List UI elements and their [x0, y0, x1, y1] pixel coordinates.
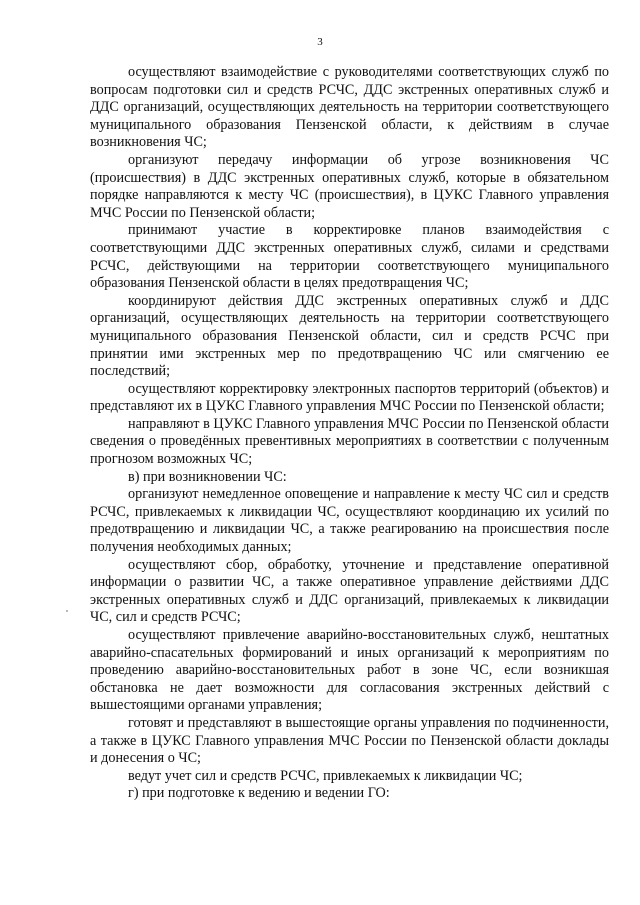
document-body	[90, 64, 609, 803]
paragraph-alerting: организуют немедленное оповещение и направление к месту ЧС сил и средств РСЧС, привлекаемых к ликвидации ЧС, осуществляют координацию их усилий по предотвращению и ликвидации ЧС, а также реагированию на происшествия после получения необходимых данных;	[90, 486, 609, 556]
paragraph-passports: осуществляют корректировку электронных паспортов территорий (объектов) и представляют их в ЦУКС Главного управления МЧС России по Пензенской области;	[90, 380, 609, 415]
paragraph-plan-correction: принимают участие в корректировке планов взаимодействия с соответствующими ДДС экстренных оперативных служб, силами и средствами РСЧС, действующими на территории соответствующего муниципального образования Пензенской области в целях предотвращения ЧС;	[90, 222, 609, 292]
section-heading-emergency: в) при возникновении ЧС:	[128, 468, 287, 485]
scan-speck	[66, 610, 68, 612]
paragraph-coordinate-actions: координируют действия ДДС экстренных оперативных служб и ДДС организаций, осуществляющих деятельность на территории соответствующего муниципального образования Пензенской области, сил и средств РСЧС при принятии ими экстренных мер по предотвращению ЧС или смягчению ее последствий;	[90, 292, 609, 380]
paragraph-preventive-measures: направляют в ЦУКС Главного управления МЧС России по Пензенской области сведения о проведённых превентивных мероприятиях в соответствии с полученным прогнозом возможных ЧС;	[90, 415, 609, 468]
page-number: 3	[317, 36, 323, 48]
paragraph-info-collection: осуществляют сбор, обработку, уточнение и представление оперативной информации о развитии ЧС, а также оперативное управление действиями ДДС экстренных оперативных служб и ДДС организаций, привлекаемых к ликвидации ЧС, сил и средств РСЧС;	[90, 556, 609, 626]
paragraph-reports: готовят и представляют в вышестоящие органы управления по подчиненности, а также в ЦУКС Главного управления МЧС России по Пензенской области доклады и донесения о ЧС;	[90, 714, 609, 767]
paragraph-accounting: ведут учет сил и средств РСЧС, привлекаемых к ликвидации ЧС;	[128, 767, 523, 784]
section-heading-civil-defense: г) при подготовке к ведению и ведении ГО:	[128, 785, 390, 802]
paragraph-coordination: осуществляют взаимодействие с руководителями соответствующих служб по вопросам подготовки сил и средств РСЧС, ДДС экстренных оперативных служб и ДДС организаций, осуществляющих деятельность на территории соответствующего муниципального образования Пензенской области, к действиям в случае возникновения ЧС;	[90, 64, 609, 151]
paragraph-threat-info: организуют передачу информации об угрозе возникновения ЧС (происшествия) в ДДС экстренных оперативных служб, которые в обязательном порядке направляются к месту ЧС (происшествия), в ЦУКС Главного управления МЧС России по Пензенской области;	[90, 151, 609, 221]
paragraph-recovery-services: осуществляют привлечение аварийно-восстановительных служб, нештатных аварийно-спасательных формирований и иных организаций к мероприятиям по проведению аварийно-восстановительных работ в зоне ЧС, если возникшая обстановка не дает возможности для согласования экстренных действий с вышестоящими органами управления;	[90, 627, 609, 714]
